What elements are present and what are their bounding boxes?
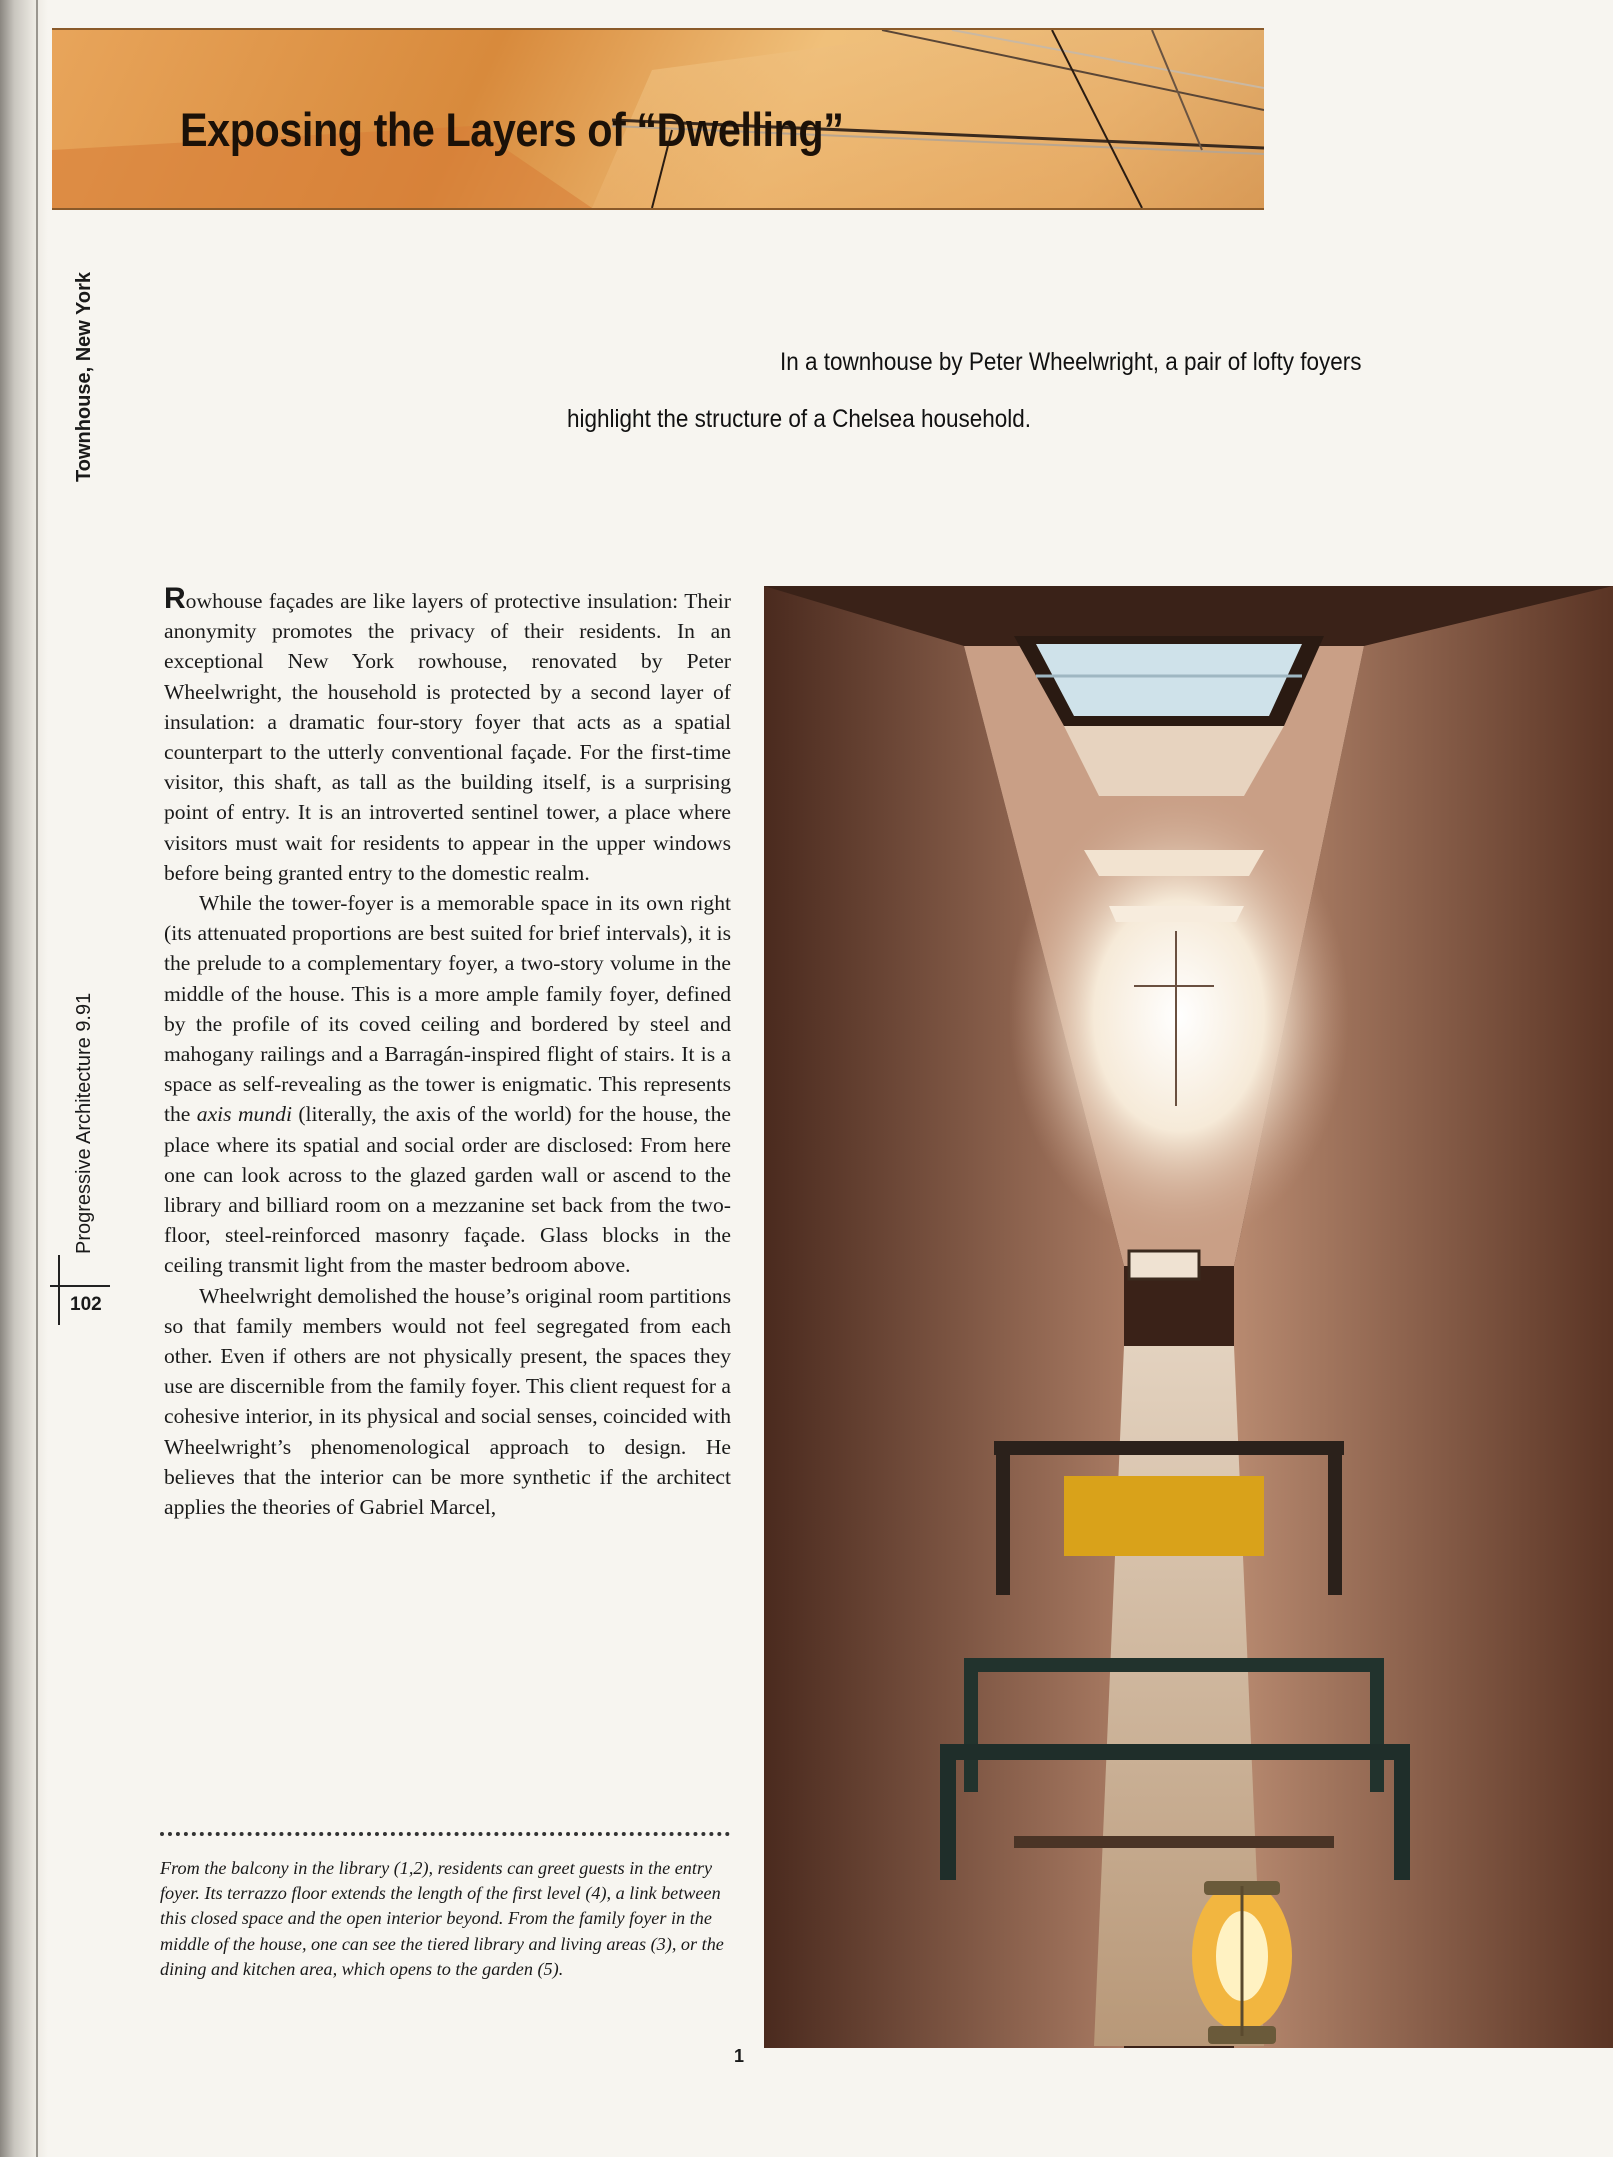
page-number: 102 [70,1294,102,1315]
sidebar-location-label: Townhouse, New York [73,271,95,482]
sidebar-journal-label: Progressive Architecture 9.91 [73,992,95,1254]
page-binding-gutter [0,0,48,2157]
deck-line-1: In a townhouse by Peter Wheelwright, a pair of lofty foyers [780,348,1362,376]
paragraph-2-text-a: While the tower-foyer is a memorable space in its own right (its attenuated proportions are best suited for brief intervals), it is the prelude to a complementary foyer, a two-story volume in the middle of the house. This is a more ample family foyer, defined by the profile of its coved ceiling and bordered by steel and mahogany railings and a Barragán-inspired flight of stairs. It is a space as self-revealing as the tower is enigmatic. This represents the [164,891,731,1127]
photo-caption: From the balcony in the library (1,2), residents can greet guests in the entry foyer. Its terrazzo floor extends the length of the first level (4), a link between this closed space and the open interior beyond. From the family foyer in the middle of the house, one can see the tiered library and living areas (3), or the dining and kitchen area, which opens to the garden (5). [160,1858,724,1979]
paragraph-2-emphasis: axis mundi [196,1102,292,1127]
article-paragraph-2 [164,888,731,1281]
deck-line-2: highlight the structure of a Chelsea household. [567,405,1032,433]
article-title: Exposing the Layers of “Dwelling” [180,103,844,156]
foyer-photo [764,586,1613,2048]
article-body [164,582,732,1522]
drop-initial: R [164,582,186,615]
paragraph-1-text: owhouse façades are like layers of protective insulation: Their anonymity promotes the privacy of their residents. In an exceptional New York rowhouse, renovated by Peter Wheelwright, the household is protected by a second layer of insulation: a dramatic four-story foyer that acts as a spatial counterpart to the utterly conventional façade. For the first-time visitor, this shaft, as tall as the building itself, is a surprising point of entry. It is an introverted sentinel tower, a place where visitors must wait for residents to appear in the upper windows before being granted entry to the domestic realm. [164,589,731,885]
foyer-photo-illustration [764,586,1613,2048]
sidebar-rule-vertical [58,1255,60,1325]
photo-label-number: 1 [734,2046,745,2066]
paragraph-2-text-b: (literally, the axis of the world) for the house, the place where its spatial and social order are disclosed: From here one can look across to the glazed garden wall or ascend to the library and billiard room on a mezzanine set back from the two-floor, steel-reinforced masonry façade. Glass blocks in the ceiling transmit light from the master bedroom above. [164,1102,732,1278]
article-paragraph-1 [164,582,731,888]
article-paragraph-3: Wheelwright demolished the house’s original room partitions so that family members would not feel segregated from each other. Even if others are not physically present, the spaces they use are discernible from the family foyer. This client request for a cohesive interior, in its physical and social senses, coincided with Wheelwright’s phenomenological approach to design. He believes that the interior can be more synthetic if the architect applies the theories of Gabriel Marcel, [164,1283,731,1520]
binding-edge-line [36,0,38,2157]
sidebar-rule-horizontal [50,1285,110,1287]
caption-divider [160,1832,730,1836]
title-banner [52,28,1264,210]
